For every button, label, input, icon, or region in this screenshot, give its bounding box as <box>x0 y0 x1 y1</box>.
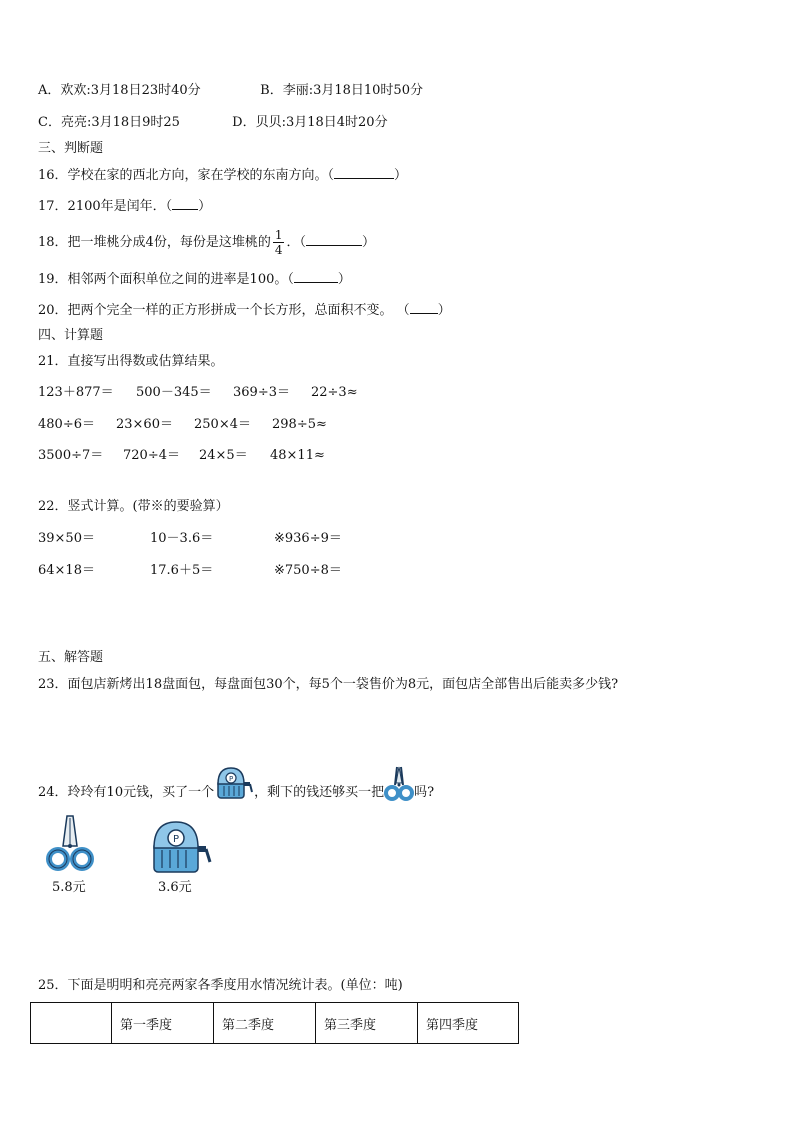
water-usage-table <box>30 1002 519 1044</box>
calc-item: 250×4＝ <box>194 417 251 432</box>
table-header-cell: 第二季度 <box>214 1003 316 1044</box>
question-16 <box>38 166 407 185</box>
calc-item: ※936÷9＝ <box>274 531 342 546</box>
calc-row-2 <box>38 416 438 434</box>
option-row-cd <box>38 114 388 132</box>
calc-item: 3500÷7＝ <box>38 448 104 463</box>
question-18-after: ．（ <box>286 235 306 250</box>
calc-item: 64×18＝ <box>38 563 95 578</box>
answer-blank-20[interactable] <box>410 301 438 314</box>
vertical-calc-row-2 <box>38 562 438 580</box>
question-24-after: 吗? <box>414 785 435 800</box>
calc-item: 298÷5≈ <box>272 417 327 432</box>
question-20-text: 20．把两个完全一样的正方形拼成一个长方形，总面积不变。 （ <box>38 303 410 318</box>
vertical-calc-row-1 <box>38 530 438 548</box>
calc-row-3 <box>38 447 438 465</box>
question-25-title: 25．下面是明明和亮亮两家各季度用水情况统计表。(单位：吨) <box>38 978 403 993</box>
calc-item: 23×60＝ <box>116 417 173 432</box>
calc-item: 369÷3＝ <box>233 385 290 400</box>
question-18-text: 18．把一堆桃分成4份，每份是这堆桃的 <box>38 235 271 250</box>
question-23: 23．面包店新烤出18盘面包，每盘面包30个，每5个一袋售价为8元，面包店全部售出后能卖多少钱? <box>38 677 619 692</box>
svg-text:P: P <box>173 834 180 845</box>
calc-item: 720÷4＝ <box>123 448 180 463</box>
calc-item: 123＋877＝ <box>38 385 114 400</box>
svg-text:P: P <box>229 775 234 783</box>
pencil-sharpener-price: 3.6元 <box>158 880 192 895</box>
fraction-one-quarter <box>273 228 285 257</box>
question-24 <box>38 764 434 821</box>
calc-item: 22÷3≈ <box>311 385 358 400</box>
question-19-close: ） <box>337 272 351 287</box>
pencil-sharpener-icon <box>214 764 254 821</box>
table-header-row <box>31 1003 519 1044</box>
question-18 <box>38 228 375 258</box>
scissors-price: 5.8元 <box>52 880 86 895</box>
answer-blank-19[interactable] <box>294 270 338 283</box>
table-header-cell: 第三季度 <box>316 1003 418 1044</box>
calc-row-1 <box>38 384 438 402</box>
option-row-ab <box>38 82 423 100</box>
answer-blank-18[interactable] <box>306 233 362 246</box>
question-17-close: ） <box>198 199 212 214</box>
question-20 <box>38 301 451 320</box>
question-24-middle: ，剩下的钱还够买一把 <box>254 785 385 800</box>
table-header-cell <box>31 1003 112 1044</box>
scissors-illustration <box>46 814 94 878</box>
question-18-close: ） <box>361 235 375 250</box>
scissors-icon <box>384 765 414 820</box>
question-16-text: 16．学校在家的西北方向，家在学校的东南方向。（ <box>38 168 335 183</box>
table-header-cell: 第四季度 <box>418 1003 519 1044</box>
fraction-denominator: 4 <box>274 243 283 257</box>
table-header-cell: 第一季度 <box>112 1003 214 1044</box>
option-c: C．亮亮:3月18日9时25 <box>38 115 180 130</box>
question-24-before: 24．玲玲有10元钱，买了一个 <box>38 785 215 800</box>
pencil-sharpener-illustration <box>148 818 212 880</box>
section-heading-word-problems: 五、解答题 <box>38 650 104 665</box>
calc-item: 24×5＝ <box>199 448 248 463</box>
calc-item: 48×11≈ <box>270 448 325 463</box>
calc-item: 480÷6＝ <box>38 417 95 432</box>
question-21-title: 21．直接写出得数或估算结果。 <box>38 354 224 369</box>
calc-item: 10－3.6＝ <box>150 531 214 546</box>
question-19-text: 19．相邻两个面积单位之间的进率是100。（ <box>38 272 294 287</box>
calc-item: 17.6＋5＝ <box>150 563 214 578</box>
option-d: D．贝贝:3月18日4时20分 <box>232 115 388 130</box>
question-17-text: 17．2100年是闰年．（ <box>38 199 173 214</box>
section-heading-judgment: 三、判断题 <box>38 141 104 156</box>
question-19 <box>38 270 351 289</box>
option-a: A．欢欢:3月18日23时40分 <box>38 83 201 98</box>
calc-item: ※750÷8＝ <box>274 563 342 578</box>
answer-blank-17[interactable] <box>172 197 198 210</box>
question-22-title: 22．竖式计算。(带※的要验算） <box>38 499 229 514</box>
question-16-close: ） <box>394 168 408 183</box>
calc-item: 39×50＝ <box>38 531 95 546</box>
question-20-close: ） <box>437 303 451 318</box>
question-17 <box>38 197 211 216</box>
option-b: B．李丽:3月18日10时50分 <box>260 83 423 98</box>
calc-item: 500－345＝ <box>136 385 212 400</box>
answer-blank-16[interactable] <box>334 166 394 179</box>
fraction-numerator: 1 <box>274 228 283 242</box>
section-heading-calculation: 四、计算题 <box>38 328 104 343</box>
